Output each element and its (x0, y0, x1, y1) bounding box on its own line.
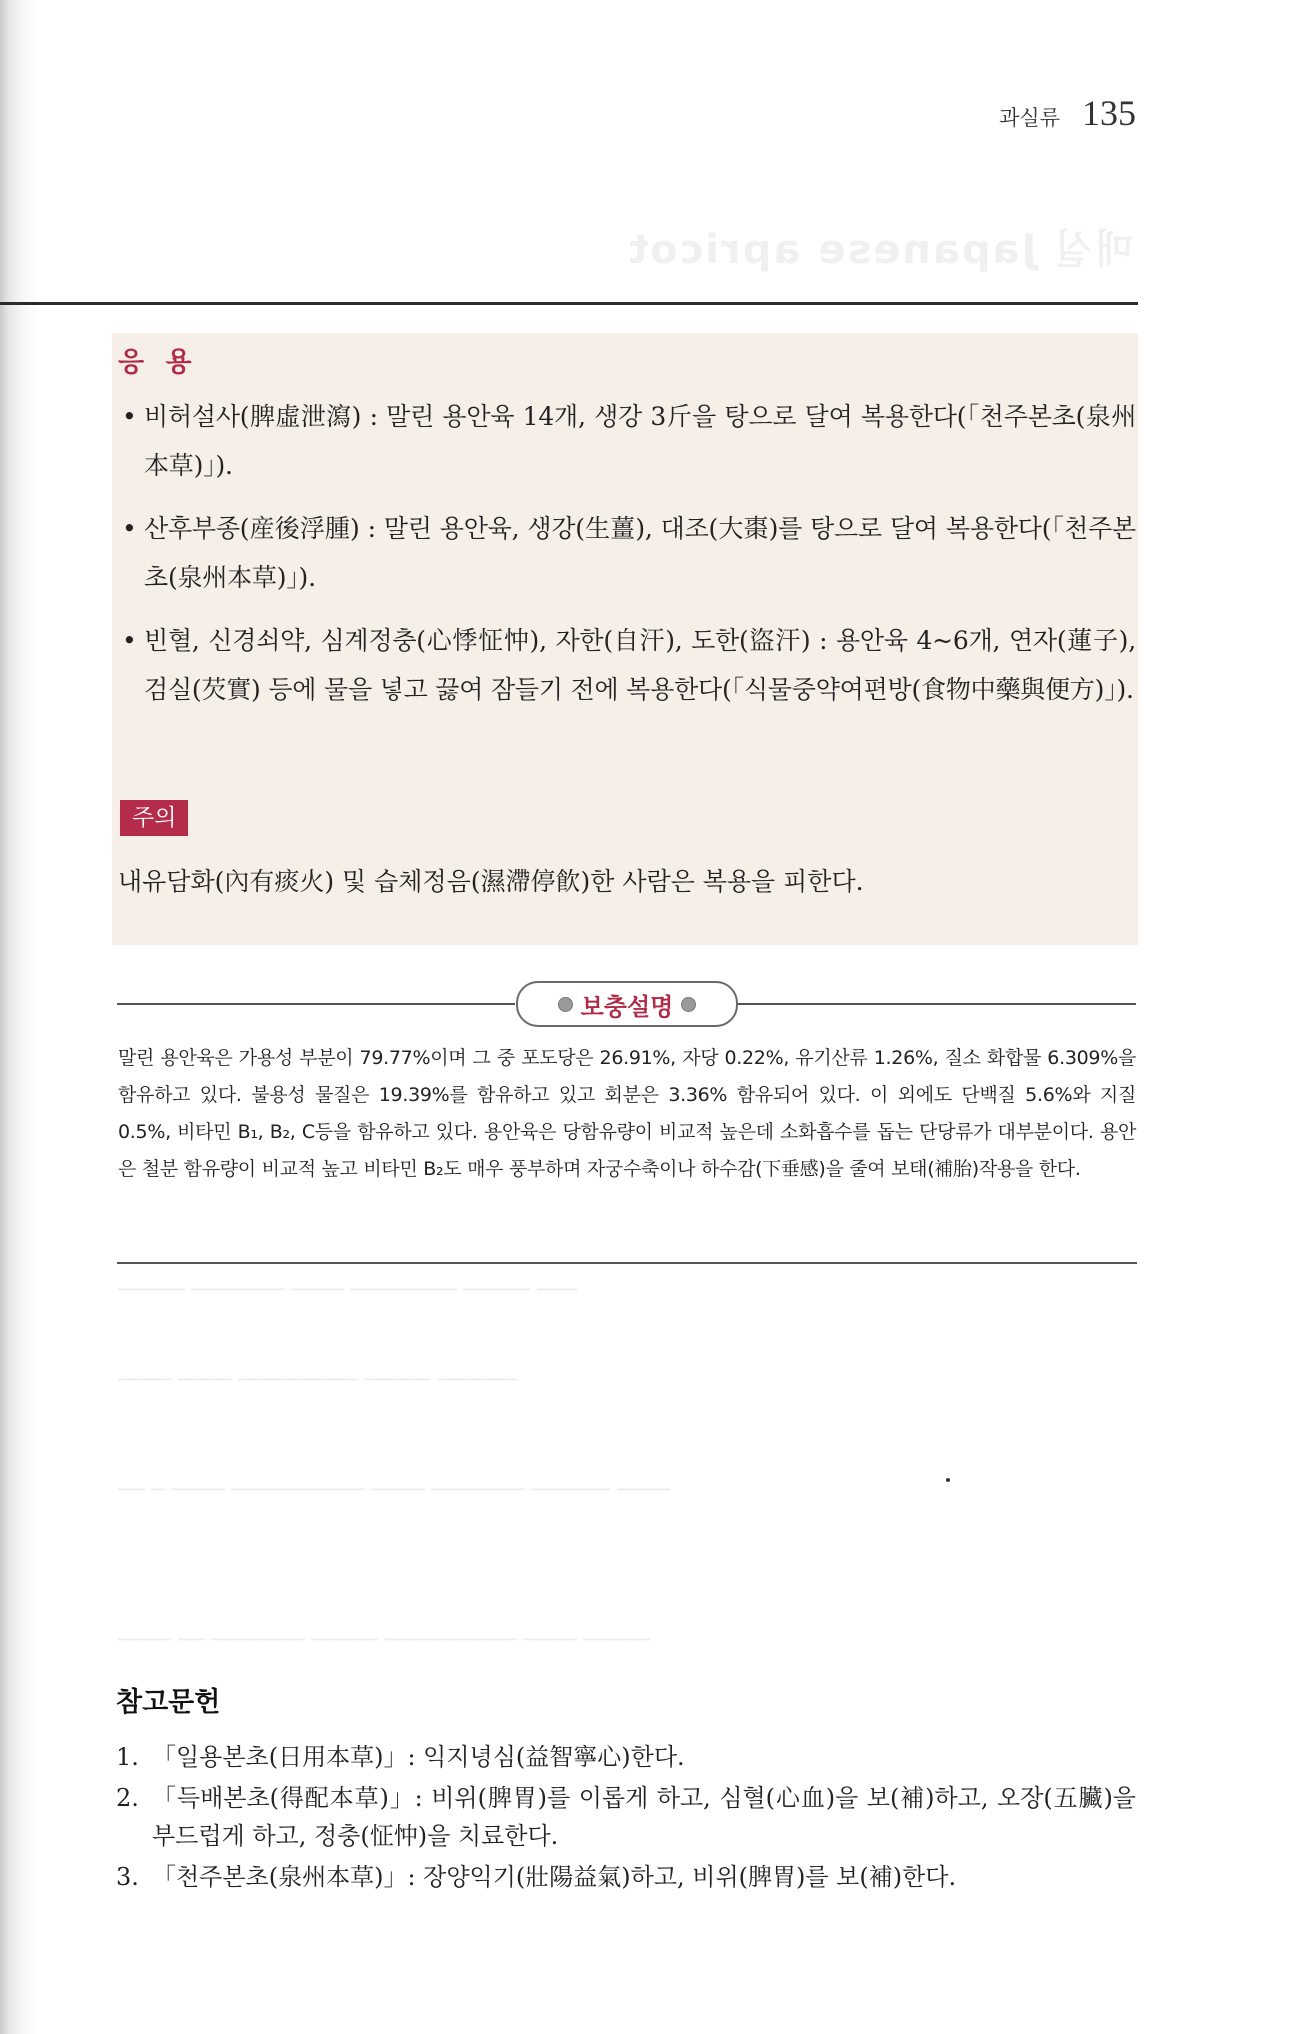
caution-badge: 주의 (120, 800, 188, 836)
reference-item (116, 1738, 1136, 1776)
supplement-bottom-rule (117, 1262, 1137, 1264)
supplement-title: 보충설명 (580, 992, 674, 1021)
reference-number: 3. (116, 1863, 139, 1891)
bullet-dot-icon (681, 997, 696, 1012)
usage-item-text: 비허설사(脾虛泄瀉) : 말린 용안육 14개, 생강 3斤을 탕으로 달여 복용한다(「천주본초(泉州本草)」). (144, 402, 1136, 480)
usage-item-text: 산후부종(産後浮腫) : 말린 용안육, 생강(生薑), 대조(大棗)를 탕으로 달여 복용한다(「천주본초(泉州本草)」). (144, 514, 1136, 592)
bullet-icon: • (122, 402, 137, 431)
supplement-rule-right (736, 1003, 1136, 1005)
usage-item (122, 504, 1136, 602)
usage-item (122, 616, 1136, 714)
references-heading: 참고문헌 (116, 1687, 221, 1718)
reference-text: 「일용본초(日用本草)」: 익지녕심(益智寧心)한다. (152, 1743, 685, 1771)
bleed-through-heading: 매실 Japanese apricot (627, 227, 1134, 273)
reference-number: 1. (116, 1743, 139, 1771)
usage-item (122, 392, 1136, 490)
bleed-through-text: ── ─ ──── ────────── ──── ─────── ────── ──── (118, 1478, 671, 1503)
reference-text: 「득배본초(得配本草)」: 비위(脾胃)를 이롭게 하고, 심혈(心血)을 보(補)하고, 오장(五臟)을 부드럽게 하고, 정충(怔忡)을 치료한다. (152, 1784, 1136, 1850)
bleed-through-text: ──── ── ─────── ───── ────────── ──── ───── (118, 1628, 651, 1653)
ink-speck (946, 1478, 950, 1482)
page-number: 135 (1082, 93, 1136, 133)
bullet-icon: • (122, 626, 137, 655)
bleed-through-text: ──── ──── ───────── ───── ────── (118, 1368, 517, 1393)
bleed-through-text: ───── ─────── ──── ──────── ───── ─── (118, 1278, 577, 1303)
usage-item-text: 빈혈, 신경쇠약, 심계정충(心悸怔忡), 자한(自汗), 도한(盜汗) : 용안육 4~6개, 연자(蓮子), 검실(芡實) 등에 물을 넣고 끓여 잠들기 전에 복용한다(「식물중약여편방(食物中藥與便方)」). (144, 626, 1136, 704)
reference-item (116, 1858, 1136, 1896)
supplement-title-box (516, 981, 738, 1027)
running-title: 과실류 (999, 106, 1060, 130)
header-rule (0, 302, 1138, 305)
reference-number: 2. (116, 1784, 139, 1812)
bullet-dot-icon (558, 997, 573, 1012)
usage-list (122, 392, 1136, 728)
bullet-icon: • (122, 514, 137, 543)
supplement-text: 말린 용안육은 가용성 부분이 79.77%이며 그 중 포도당은 26.91%, 자당 0.22%, 유기산류 1.26%, 질소 화합물 6.309%을 함유하고 있다. 불용성 물질은 19.39%를 함유하고 있고 회분은 3.36% 함유되어 있다. 이 외에도 단백질 5.6%와 지질 0.5%, 비타민 B₁, B₂, C등을 함유하고 있다. 용안육은 당함유량이 비교적 높은데 소화흡수를 돕는 단당류가 대부분이다. 용안은 철분 함유량이 비교적 높고 비타민 B₂도 매우 풍부하며 자궁수축이나 하수감(下垂感)을 줄여 보태(補胎)작용을 한다. (118, 1047, 1136, 1180)
reference-text: 「천주본초(泉州本草)」: 장양익기(壯陽益氣)하고, 비위(脾胃)를 보(補)한다. (152, 1863, 957, 1891)
caution-text: 내유담화(內有痰火) 및 습체정음(濕滯停飮)한 사람은 복용을 피한다. (118, 867, 864, 896)
reference-item (116, 1779, 1136, 1855)
usage-heading: 응 용 (118, 347, 198, 378)
page-header (999, 92, 1136, 134)
supplement-rule-left (117, 1003, 515, 1005)
references-list (116, 1738, 1136, 1899)
